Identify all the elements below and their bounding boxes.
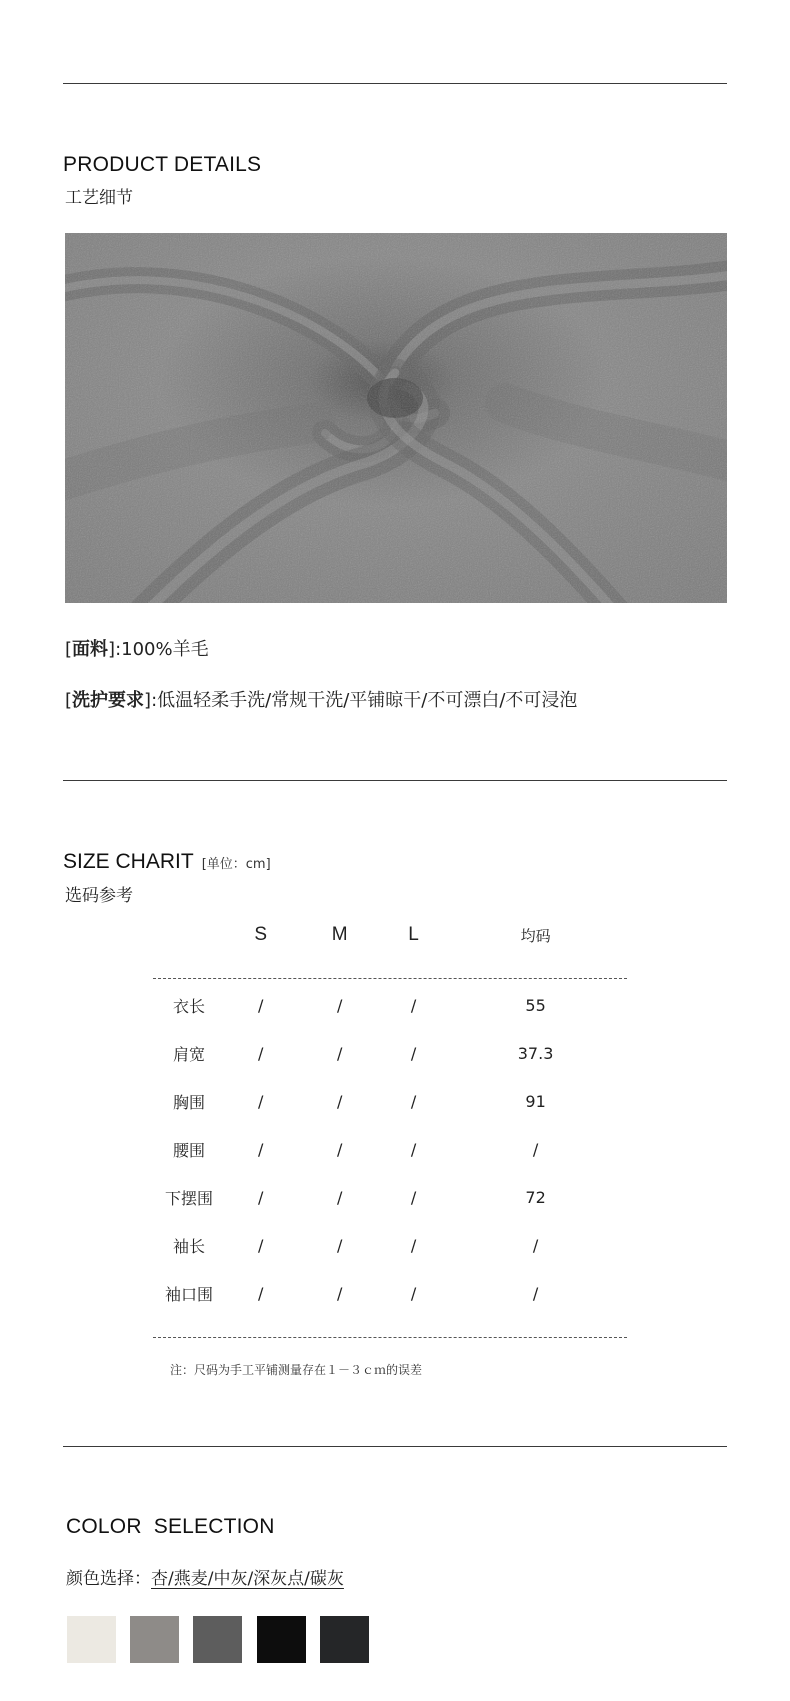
fabric-info: [面料]:100%羊毛 xyxy=(65,639,209,660)
fabric-label: 面料 xyxy=(72,639,109,660)
cell: / xyxy=(337,995,343,1015)
row-label: 胸围 xyxy=(172,1092,205,1112)
table-row xyxy=(153,1125,627,1173)
cell: / xyxy=(532,1235,539,1255)
size-header-row xyxy=(153,915,627,955)
swatch-charcoal[interactable] xyxy=(320,1616,369,1663)
cell: / xyxy=(410,1187,417,1207)
cell: 55 xyxy=(525,995,546,1015)
table-row xyxy=(153,1221,627,1269)
cell: / xyxy=(257,1187,264,1207)
size-chart-heading xyxy=(63,850,271,874)
size-chart-subtitle: 选码参考 xyxy=(65,886,133,906)
cell: 72 xyxy=(525,1187,546,1207)
cell: / xyxy=(257,1091,264,1111)
cell: / xyxy=(337,1139,343,1159)
table-row xyxy=(153,1077,627,1125)
size-header-onesize: 均码 xyxy=(520,926,551,945)
color-options-line xyxy=(66,1564,344,1589)
cell: / xyxy=(410,1043,417,1063)
cell: / xyxy=(410,1139,417,1159)
fabric-value: :100%羊毛 xyxy=(115,639,209,660)
size-header-s: S xyxy=(254,924,268,945)
row-label: 肩宽 xyxy=(172,1044,205,1064)
cell: 91 xyxy=(525,1091,546,1111)
color-selection-title: COLOR SELECTION xyxy=(66,1515,275,1538)
swatch-dark-grey-dot[interactable] xyxy=(257,1616,306,1663)
row-label: 下摆围 xyxy=(164,1188,213,1208)
fabric-detail-photo xyxy=(65,233,727,603)
cell: / xyxy=(337,1043,343,1063)
swatch-oatmeal[interactable] xyxy=(130,1616,179,1663)
product-details-title: PRODUCT DETAILS xyxy=(63,153,262,176)
cell: / xyxy=(410,1091,417,1111)
table-row xyxy=(153,1269,627,1317)
row-label: 腰围 xyxy=(172,1140,205,1160)
swatch-medium-grey[interactable] xyxy=(193,1616,242,1663)
row-label: 衣长 xyxy=(172,996,205,1016)
size-header-blank xyxy=(153,915,225,955)
cell: / xyxy=(337,1235,343,1255)
top-divider xyxy=(63,83,727,84)
cell: / xyxy=(257,1043,264,1063)
size-table xyxy=(153,915,627,1317)
care-info: [洗护要求]:低温轻柔手洗/常规干洗/平铺晾干/不可漂白/不可浸泡 xyxy=(65,690,578,711)
divider-size-chart xyxy=(63,780,727,781)
table-row xyxy=(153,981,627,1029)
size-header-m: M xyxy=(331,924,348,945)
cell: / xyxy=(337,1091,343,1111)
size-header-l: L xyxy=(408,924,419,945)
divider-colors xyxy=(63,1446,727,1447)
product-details-subtitle: 工艺细节 xyxy=(65,188,133,208)
cell: / xyxy=(257,995,264,1015)
size-chart-unit: [单位：cm] xyxy=(201,857,271,872)
color-options-text: 杏/燕麦/中灰/深灰点/碳灰 xyxy=(151,1569,344,1589)
table-bottom-dashed-rule xyxy=(153,1337,627,1338)
cell: / xyxy=(337,1187,343,1207)
care-label: 洗护要求 xyxy=(72,690,145,711)
row-label: 袖长 xyxy=(172,1236,205,1256)
color-options-prefix: 颜色选择： xyxy=(66,1569,151,1589)
cell: / xyxy=(410,1283,417,1303)
swatch-apricot[interactable] xyxy=(67,1616,116,1663)
care-value: :低温轻柔手洗/常规干洗/平铺晾干/不可漂白/不可浸泡 xyxy=(151,690,578,711)
cell: / xyxy=(532,1283,539,1303)
cell: / xyxy=(257,1139,264,1159)
table-row xyxy=(153,1173,627,1221)
cell: 37.3 xyxy=(517,1043,554,1063)
table-row xyxy=(153,1029,627,1077)
row-label: 袖口围 xyxy=(164,1284,213,1304)
cell: / xyxy=(532,1139,539,1159)
table-top-dashed-rule xyxy=(153,978,627,979)
cell: / xyxy=(410,995,417,1015)
cell: / xyxy=(410,1235,417,1255)
cell: / xyxy=(337,1283,343,1303)
size-note: 注：尺码为手工平铺测量存在１－３ｃｍ的误差 xyxy=(170,1363,423,1377)
cell: / xyxy=(257,1283,264,1303)
size-chart-title: SIZE CHARIT xyxy=(63,850,194,873)
cell: / xyxy=(257,1235,264,1255)
